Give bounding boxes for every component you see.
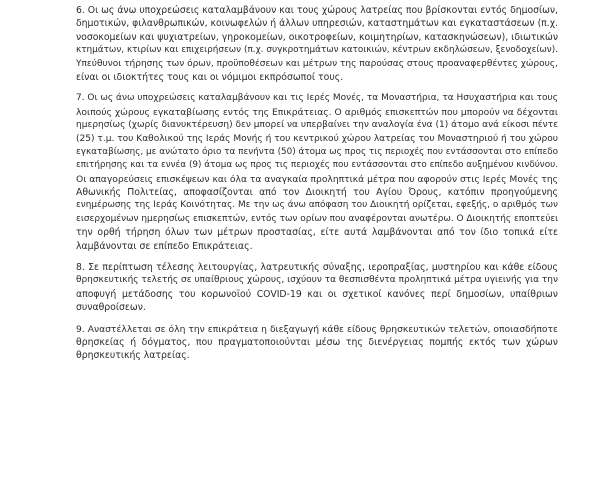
text-line: αποφυγή μετάδοσης του κορωνοϊού COVID-19 και οι σχετικοί κανόνες περί δημοσίων, υπαίθριων bbox=[76, 288, 558, 300]
text-line: την ορθή τήρηση όλων των μέτρων προστασίας, είτε αυτά λαμβάνονται από τον ίδιο τοπικά είτε bbox=[76, 227, 558, 239]
text-line: 8. Σε περίπτωση τέλεσης λειτουργίας, λατρευτικής σύναξης, ιεροπραξίας, μυστηρίου και κάθε είδους bbox=[76, 262, 558, 274]
text-line: Αθωνικής Πολιτείας, αποφασίζονται από τον Διοικητή του Αγίου Όρους, κατόπιν προηγούμενης bbox=[76, 187, 558, 199]
text-line: συναθροίσεων. bbox=[76, 302, 146, 314]
text-line: εισερχομένων ημερησίως επισκεπτών, εντός των ορίων που αναφέρονται ανωτέρω. Ο Διοικητής εποπτεύει bbox=[76, 213, 559, 224]
paragraph-6 bbox=[76, 4, 558, 84]
text-line: 7. Οι ως άνω υποχρεώσεις καταλαμβάνουν και τις Ιερές Μονές, τα Μοναστήρια, τα Ησυχαστήρια και τους bbox=[76, 93, 558, 104]
text-line: θρησκευτικής λατρείας. bbox=[76, 350, 190, 362]
text-line: Υπεύθυνοι τήρησης των όρων, προϋποθέσεων και μέτρων της παρούσας στους προαναφερθέντες χώρους, bbox=[76, 58, 558, 69]
text-line: λοιπούς χώρους εγκαταβίωσης εντός της Επικράτειας. Ο αριθμός επισκεπτών που μπορούν να δέχονται bbox=[76, 106, 558, 118]
text-line: εγκαταβίωσης, με ανώτατο όριο τα πενήντα (50) άτομα ως προς τις περιοχές που εντάσσονται στο επίπεδο bbox=[76, 146, 558, 157]
text-line: Οι απαγορεύσεις επισκέψεων και όλα τα αναγκαία προληπτικά μέτρα που αφορούν στις Ιερές Μονές της bbox=[76, 173, 558, 185]
text-line: (25) τ.μ. του Καθολικού της Ιεράς Μονής ή του κεντρικού χώρου λατρείας του Μοναστηριού ή του χώρου bbox=[76, 133, 558, 144]
text-line: νοσοκομείων και ψυχιατρείων, γηροκομείων, οικοτροφείων, κοιμητηρίων, κατασκηνώσεων), ιδιωτικών bbox=[76, 31, 558, 43]
text-line: επιτήρησης και τα εννέα (9) άτομα ως προς τις περιοχές που εντάσσονται στο επίπεδο αυξημένου κινδύνου. bbox=[76, 160, 558, 171]
text-line: θρησκείας ή δόγματος, που πραγματοποιούνται μέσω της διενέργειας πομπής εκτός των χώρων bbox=[76, 336, 558, 348]
paragraph-8 bbox=[76, 261, 558, 315]
text-line: 6. Οι ως άνω υποχρεώσεις καταλαμβάνουν και τους χώρους λατρείας που βρίσκονται εντός δημοσίων, bbox=[76, 5, 558, 16]
document-body bbox=[76, 4, 558, 371]
text-line: λαμβάνονται σε επίπεδο Επικράτειας. bbox=[76, 240, 253, 252]
text-line: δημοτικών, φιλανθρωπικών, κοινωφελών ή άλλων υπηρεσιών, καταστημάτων και εγκαταστάσεων (π.χ. bbox=[76, 18, 558, 30]
text-line: κτημάτων, κτιρίων και επιχειρήσεων (π.χ. συγκροτημάτων κατοικιών, κέντρων εκδηλώσεων, ξενοδοχείων). bbox=[76, 45, 558, 56]
text-line: ημερησίως (χωρίς διανυκτέρευση) δεν μπορεί να υπερβαίνει την αναλογία ένα (1) άτομο ανά είκοσι πέντε bbox=[76, 120, 558, 131]
text-line: θρησκευτικής τελετής σε υπαίθριους χώρους, ισχύουν τα θεσπισθέντα προληπτικά μέτρα υγιεινής για την bbox=[76, 275, 558, 286]
text-line: 9. Αναστέλλεται σε όλη την επικράτεια η διεξαγωγή κάθε είδους θρησκευτικών τελετών, οποιασδήποτε bbox=[76, 323, 558, 335]
paragraph-7 bbox=[76, 92, 558, 253]
paragraph-9 bbox=[76, 323, 558, 363]
text-line: ενημέρωσης της Ιεράς Κοινότητας. Με την ως άνω απόφαση του Διοικητή ορίζεται, εφεξής, ο αριθμός των bbox=[76, 200, 558, 211]
text-line: είναι οι ιδιοκτήτες τους και οι νόμιμοι εκπρόσωποί τους. bbox=[76, 71, 344, 83]
